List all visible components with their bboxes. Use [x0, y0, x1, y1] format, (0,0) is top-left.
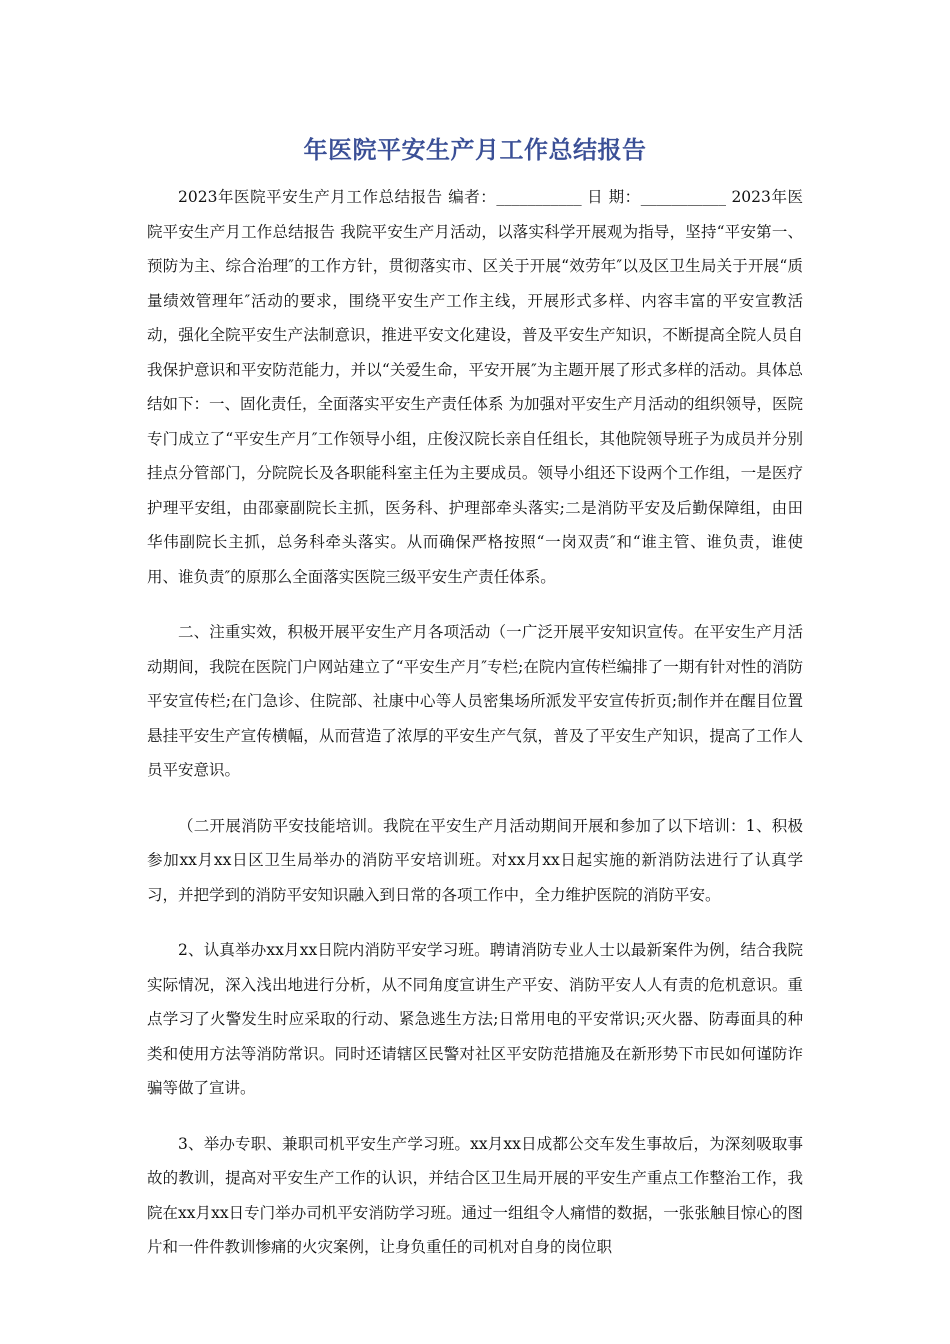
paragraph-1: 2023年医院平安生产月工作总结报告 编者：___________ 日 期：___________ 2023年医院平安生产月工作总结报告 我院平安生产月活动，以落实科学开展观为指导，坚持“平安第一、预防为主、综合治理″的工作方针，贯彻落实市、区关于开展“效劳年″以及区卫生局关于开展“质量绩效管理年″活动的要求，围绕平安生产工作主线，开展形式多样、内容丰富的平安宣教活动，强化全院平安生产法制意识，推进平安文化建设，普及平安生产知识，不断提高全院人员自我保护意识和平安防范能力，并以“关爱生命，平安开展″为主题开展了形式多样的活动。具体总结如下：一、固化责任，全面落实平安生产责任体系 为加强对平安生产月活动的组织领导，医院专门成立了“平安生产月″工作领导小组，庄俊汉院长亲自任组长，其他院领导班子为成员并分别挂点分管部门，分院院长及各职能科室主任为主要成员。领导小组还下设两个工作组，一是医疗护理平安组，由邵豪副院长主抓，医务科、护理部牵头落实;二是消防平安及后勤保障组，由田华伟副院长主抓，总务科牵头落实。从而确保严格按照“一岗双责″和“谁主管、谁负责，谁使用、谁负责″的原那么全面落实医院三级平安生产责任体系。: [147, 188, 803, 586]
document-title: 年医院平安生产月工作总结报告: [303, 136, 647, 164]
document-body: [147, 180, 803, 1286]
paragraph-3: （二开展消防平安技能培训。我院在平安生产月活动期间开展和参加了以下培训：1、积极参加xx月xx日区卫生局举办的消防平安培训班。对xx月xx日起实施的新消防法进行了认真学习，并把学到的消防平安知识融入到日常的各项工作中，全力维护医院的消防平安。: [147, 816, 803, 904]
paragraph-2: 二、注重实效，积极开展平安生产月各项活动（一广泛开展平安知识宣传。在平安生产月活动期间，我院在医院门户网站建立了“平安生产月″专栏;在院内宣传栏编排了一期有针对性的消防平安宣传栏;在门急诊、住院部、社康中心等人员密集场所派发平安宣传折页;制作并在醒目位置悬挂平安生产宣传横幅，从而营造了浓厚的平安生产气氛，普及了平安生产知识，提高了工作人员平安意识。: [147, 623, 803, 779]
paragraph-5: 3、举办专职、兼职司机平安生产学习班。xx月xx日成都公交车发生事故后，为深刻吸取事故的教训，提高对平安生产工作的认识，并结合区卫生局开展的平安生产重点工作整治工作，我院在xx月xx日专门举办司机平安消防学习班。通过一组组令人痛惜的数据，一张张触目惊心的图片和一件件教训惨痛的火灾案例，让身负重任的司机对自身的岗位职: [147, 1134, 803, 1256]
paragraph-4: 2、认真举办xx月xx日院内消防平安学习班。聘请消防专业人士以最新案件为例，结合我院实际情况，深入浅出地进行分析，从不同角度宣讲生产平安、消防平安人人有责的危机意识。重点学习了火警发生时应采取的行动、紧急逃生方法;日常用电的平安常识;灭火器、防毒面具的种类和使用方法等消防常识。同时还请辖区民警对社区平安防范措施及在新形势下市民如何谨防诈骗等做了宣讲。: [147, 941, 803, 1097]
